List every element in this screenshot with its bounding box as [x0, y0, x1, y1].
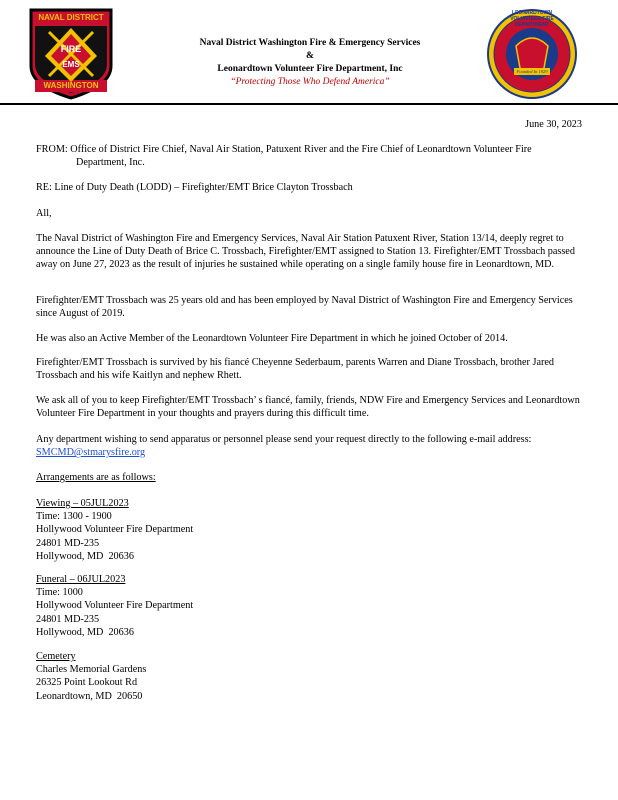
funeral-time: Time: 1000 — [36, 587, 83, 599]
letter-date: June 30, 2023 — [525, 119, 582, 130]
ndw-logo-top-text: NAVAL DISTRICT — [38, 13, 104, 22]
paragraph-5: We ask all of you to keep Firefighter/EMT Trossbach’ s fiancé, family, friends, NDW Fire and Emergency Services and Leonardtown Volunteer Fire Department in your thoughts and prayers during this difficult time. — [36, 395, 580, 420]
salutation: All, — [36, 208, 52, 219]
lvfd-logo — [486, 8, 578, 100]
viewing-title: Viewing – 05JUL2023 — [36, 498, 129, 509]
funeral-title: Funeral – 06JUL2023 — [36, 574, 126, 585]
cemetery-city: Leonardtown, MD 20650 — [36, 690, 143, 702]
funeral-block — [36, 573, 586, 639]
header-divider — [0, 103, 618, 105]
paragraph-2: Firefighter/EMT Trossbach was 25 years old and has been employed by Naval District of Washington Fire and Emergency Services since August of 2019. — [36, 295, 573, 320]
viewing-city: Hollywood, MD 20636 — [36, 550, 134, 562]
cemetery-street: 26325 Point Lookout Rd — [36, 677, 138, 689]
from-block — [36, 143, 586, 169]
lvfd-logo-ring-text: LEONARDTOWN VOLUNTEER FIRE DEPARTMENT — [510, 10, 554, 28]
viewing-street: 24801 MD-235 — [36, 537, 100, 549]
cemetery-title: Cemetery — [36, 651, 76, 662]
ndw-logo-fire-text: FIRE — [60, 44, 82, 54]
paragraph-6 — [36, 433, 586, 459]
paragraph-1: The Naval District of Washington Fire and Emergency Services, Naval Air Station Patuxent River, Station 13/14, deeply regret to announce the Line of Duty Death of Brice C. Trossbach, Firefighter/EMT assigned to Station 13. Firefighter/EMT Trossbach passed away on June 27, 2023 as the result of injuries he sustained while operating on a single family house fire in Leonardtown, MD. — [36, 233, 575, 271]
re-line: RE: Line of Duty Death (LODD) – Firefighter/EMT Brice Clayton Trossbach — [36, 182, 353, 193]
funeral-city: Hollywood, MD 20636 — [36, 626, 134, 638]
contact-request-text: Any department wishing to send apparatus or personnel please send your request directly to the following e-mail address: — [36, 434, 532, 445]
cemetery-block — [36, 650, 586, 703]
paragraph-3: He was also an Active Member of the Leonardtown Volunteer Fire Department in which he joined October of 2014. — [36, 333, 508, 344]
header-motto: “Protecting Those Who Defend America” — [230, 77, 390, 87]
ndw-logo-bottom-text: WASHINGTON — [43, 81, 99, 90]
ndw-logo-ems-text: EMS — [62, 60, 80, 69]
header-line-1: Naval District Washington Fire & Emergency Services — [199, 38, 421, 48]
cemetery-place: Charles Memorial Gardens — [36, 664, 147, 676]
from-line-1: FROM: Office of District Fire Chief, Naval Air Station, Patuxent River and the Fire Chief of Leonardtown Volunteer Fire — [36, 144, 532, 155]
viewing-place: Hollywood Volunteer Fire Department — [36, 524, 194, 536]
lvfd-logo-banner-text: Founded In 1929 — [516, 69, 548, 74]
header-line-3: Leonardtown Volunteer Fire Department, Inc — [217, 64, 403, 74]
paragraph-4: Firefighter/EMT Trossbach is survived by his fiancé Cheyenne Sederbaum, parents Warren and Diane Trossbach, brother Jared Trossbach and his wife Kaitlyn and nephew Rhett. — [36, 357, 554, 382]
funeral-street: 24801 MD-235 — [36, 613, 100, 625]
email-link[interactable]: SMCMD@stmarysfire.org — [36, 447, 146, 459]
viewing-time: Time: 1300 - 1900 — [36, 511, 112, 523]
funeral-place: Hollywood Volunteer Fire Department — [36, 600, 194, 612]
viewing-block — [36, 497, 586, 563]
from-line-2: Department, Inc. — [76, 157, 145, 169]
ndw-logo — [25, 6, 117, 100]
arrangements-heading: Arrangements are as follows: — [36, 472, 156, 483]
header-line-2: & — [306, 51, 314, 61]
